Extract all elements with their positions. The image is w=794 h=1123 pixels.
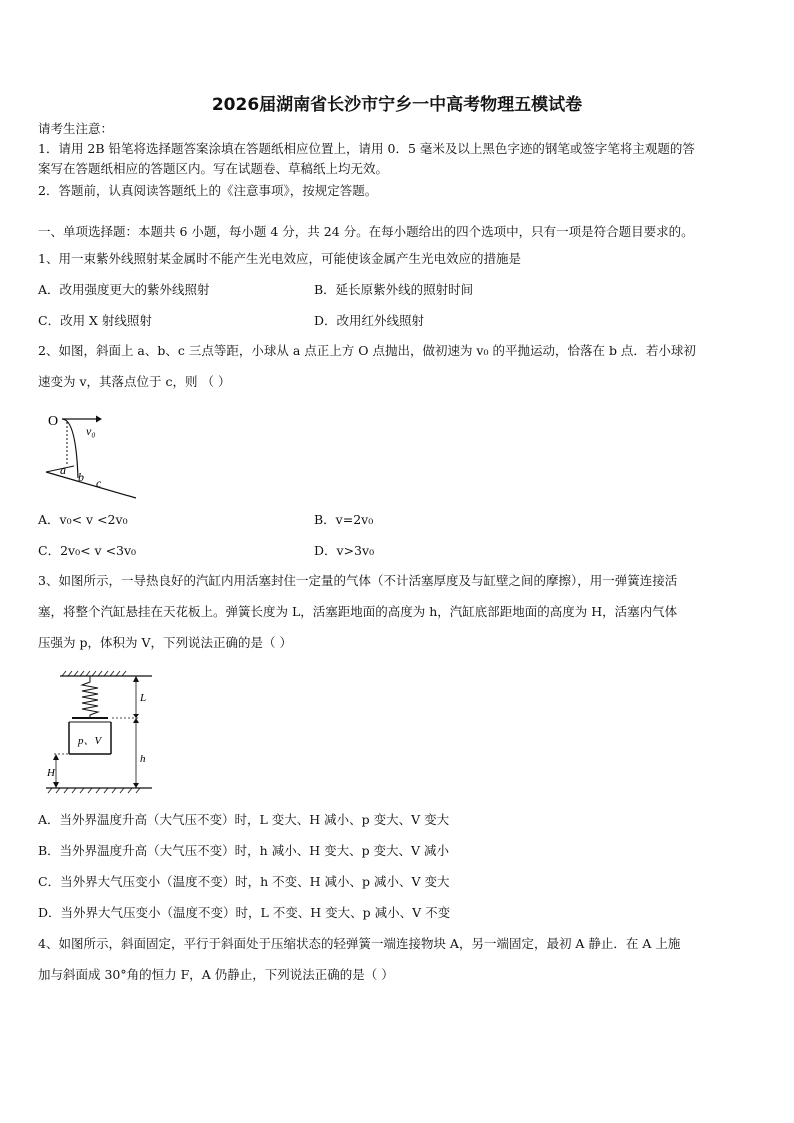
section-heading: 一、单项选择题：本题共 6 小题，每小题 4 分，共 24 分。在每小题给出的四个选项中，只有一项是符合题目要求的。 xyxy=(38,224,694,239)
notice-heading: 请考生注意： xyxy=(38,121,114,136)
question-1-option-b: B．延长原紫外线的照射时间 xyxy=(314,282,474,297)
figure-label-h-large: H xyxy=(47,767,55,779)
notice-item-1-line-1: 1．请用 2B 铅笔将选择题答案涂填在答题纸相应位置上，请用 0．5 毫米及以上黑色字迹的钢笔或签字笔将主观题的答 xyxy=(38,141,695,156)
figure-label-c: c xyxy=(96,476,102,490)
question-2-option-d: D．v>3v₀ xyxy=(314,543,375,558)
figure-label-p-v: p、V xyxy=(78,735,102,747)
question-2-option-c: C．2v₀< v <3v₀ xyxy=(38,543,137,558)
question-4-stem-line-2: 加与斜面成 30°角的恒力 F，A 仍静止，下列说法正确的是（ ） xyxy=(38,967,394,982)
notice-item-2: 2．答题前，认真阅读答题纸上的《注意事项》，按规定答题。 xyxy=(38,183,378,198)
page-title: 2026届湖南省长沙市宁乡一中高考物理五模试卷 xyxy=(211,95,583,115)
figure-label-h-small: h xyxy=(140,753,146,765)
question-1-option-c: C．改用 X 射线照射 xyxy=(38,313,152,328)
question-3-stem-line-3: 压强为 p，体积为 V，下列说法正确的是（ ） xyxy=(38,635,292,650)
question-2-option-b: B．v=2v₀ xyxy=(314,512,374,527)
notice-item-1-line-2: 案写在答题纸相应的答题区内。写在试题卷、草稿纸上均无效。 xyxy=(38,161,389,176)
question-3-option-d: D．当外界大气压变小（温度不变）时，L 不变、H 变大、p 减小、V 不变 xyxy=(38,905,451,920)
question-2-stem-line-1: 2、如图，斜面上 a、b、c 三点等距，小球从 a 点正上方 O 点抛出，做初速为 v₀ 的平抛运动，恰落在 b 点．若小球初 xyxy=(38,343,696,358)
projectile-on-incline-figure xyxy=(40,408,140,503)
question-3-option-c: C．当外界大气压变小（温度不变）时，h 不变、H 减小、p 减小、V 变大 xyxy=(38,874,450,889)
figure-label-v0: v₀ xyxy=(86,424,96,438)
figure-label-b: b xyxy=(78,470,84,484)
question-3-option-a: A．当外界温度升高（大气压不变）时，L 变大、H 减小、p 变大、V 变大 xyxy=(38,812,450,827)
question-1-option-d: D．改用红外线照射 xyxy=(314,313,425,328)
figure-label-a: a xyxy=(60,463,66,477)
question-3-stem-line-1: 3、如图所示，一导热良好的汽缸内用活塞封住一定量的气体（不计活塞厚度及与缸壁之间的摩擦），用一弹簧连接活 xyxy=(38,573,678,588)
figure-label-o: O xyxy=(48,414,59,429)
figure-label-l: L xyxy=(140,692,147,704)
question-2-option-a: A．v₀< v <2v₀ xyxy=(38,512,128,527)
question-3-stem-line-2: 塞，将整个汽缸悬挂在天花板上。弹簧长度为 L，活塞距地面的高度为 h，汽缸底部距地面的高度为 H，活塞内气体 xyxy=(38,604,678,619)
question-1-stem: 1、用一束紫外线照射某金属时不能产生光电效应，可能使该金属产生光电效应的措施是 xyxy=(38,251,521,266)
question-4-stem-line-1: 4、如图所示，斜面固定，平行于斜面处于压缩状态的轻弹簧一端连接物块 A，另一端固定，最初 A 静止．在 A 上施 xyxy=(38,936,681,951)
cylinder-spring-figure xyxy=(40,668,160,800)
question-1-option-a: A．改用强度更大的紫外线照射 xyxy=(38,282,210,297)
question-2-stem-line-2: 速变为 v，其落点位于 c，则 （ ） xyxy=(38,374,231,389)
question-3-option-b: B．当外界温度升高（大气压不变）时，h 减小、H 变大、p 变大、V 减小 xyxy=(38,843,450,858)
